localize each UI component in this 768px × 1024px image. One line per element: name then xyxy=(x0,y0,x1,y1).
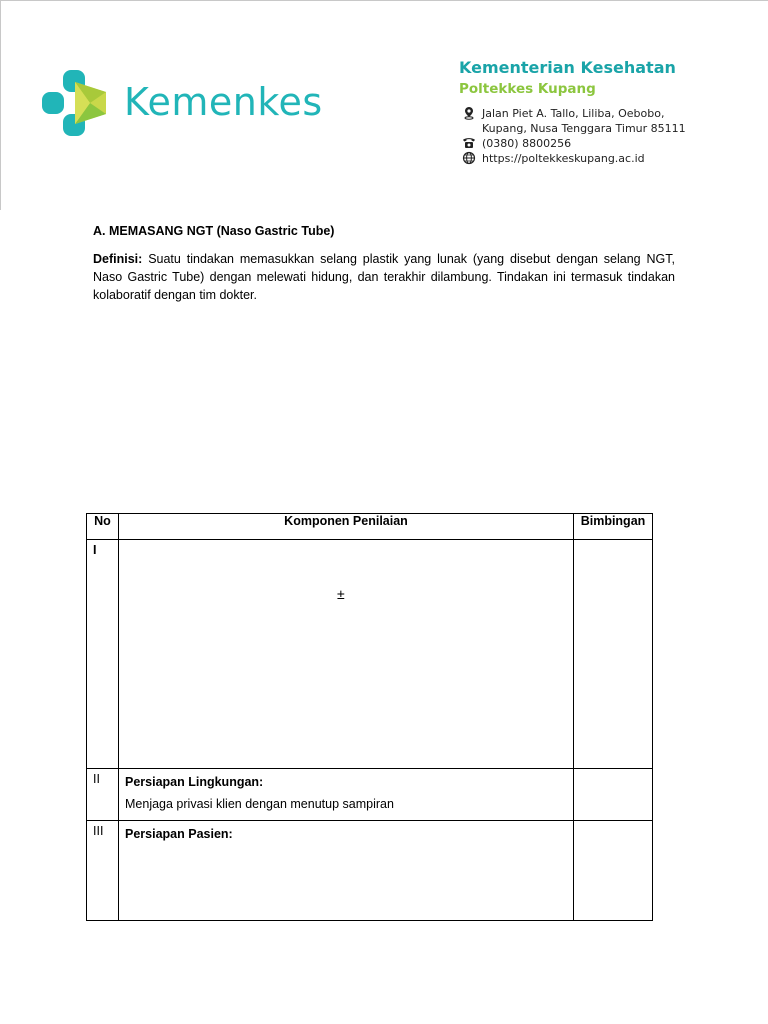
phone-icon xyxy=(462,136,476,150)
row-component xyxy=(119,540,574,769)
table-row xyxy=(87,821,653,921)
table-row xyxy=(87,540,653,769)
logo-wordmark: Kemenkes xyxy=(124,80,323,124)
definition-label: Definisi: xyxy=(93,252,143,266)
table-row xyxy=(87,769,653,821)
row-component xyxy=(119,769,574,821)
definition-text: Suatu tindakan memasukkan selang plastik yang lunak (yang disebut dengan selang NGT, Naso Gastric Tube) dengan melewati hidung, dan terakhir dilambung. Tindakan ini termasuk tindakan kolaboratif dengan tim dokter. xyxy=(93,252,675,302)
row-label: Persiapan Pasien: xyxy=(125,827,233,841)
header-komponen: Komponen Penilaian xyxy=(119,514,574,540)
table-header-row xyxy=(87,514,653,540)
website-url: https://poltekkeskupang.ac.id xyxy=(482,152,645,165)
row-bimbingan xyxy=(574,540,653,769)
page-left-border xyxy=(0,0,1,210)
page-top-border xyxy=(0,0,768,1)
header-no: No xyxy=(87,514,119,540)
globe-icon xyxy=(462,151,476,165)
row-number: II xyxy=(87,769,119,821)
kemenkes-logo-icon xyxy=(40,68,110,138)
row-bimbingan xyxy=(574,769,653,821)
address-line-1: Jalan Piet A. Tallo, Liliba, Oebobo, xyxy=(482,107,665,120)
address-line-2: Kupang, Nusa Tenggara Timur 85111 xyxy=(482,122,686,135)
location-pin-icon xyxy=(462,106,476,120)
assessment-table xyxy=(86,513,653,921)
institution-name: Poltekkes Kupang xyxy=(459,81,596,97)
row-component xyxy=(119,821,574,921)
header-bimbingan: Bimbingan xyxy=(574,514,653,540)
row-number: III xyxy=(87,821,119,921)
section-heading: A. MEMASANG NGT (Naso Gastric Tube) xyxy=(93,224,335,238)
row-label: Persiapan Lingkungan: xyxy=(125,775,264,789)
row-description: Menjaga privasi klien dengan menutup sampiran xyxy=(125,797,394,811)
plus-minus-symbol: ± xyxy=(337,586,345,602)
definition-paragraph xyxy=(93,250,675,304)
row-bimbingan xyxy=(574,821,653,921)
row-number: I xyxy=(87,540,119,769)
ministry-name: Kementerian Kesehatan xyxy=(459,58,676,77)
phone-number: (0380) 8800256 xyxy=(482,137,572,150)
